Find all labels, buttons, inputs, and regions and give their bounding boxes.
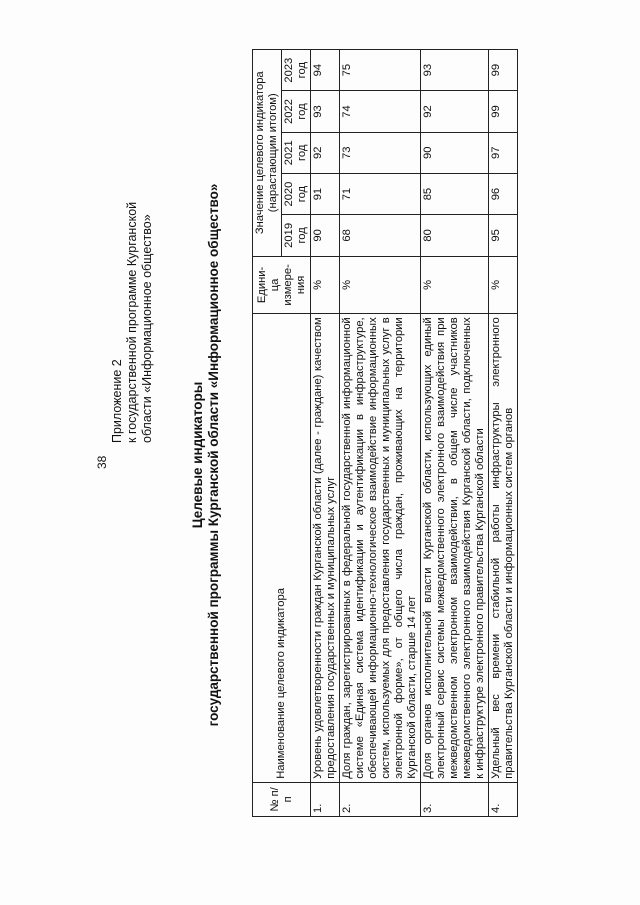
table-row [311,50,340,817]
row-name: Удельный вес времени стабильной работы инфраструктуры электронного правительства Курганской области и информационных систем органов [489,314,518,782]
appendix-note [110,113,155,443]
header-year: 2019 год [282,215,311,256]
row-unit: % [311,256,340,314]
row-value: 85 [421,173,489,214]
row-value: 95 [489,215,518,256]
row-value: 99 [489,50,518,91]
row-value: 92 [311,132,340,173]
row-value: 90 [311,215,340,256]
row-value: 92 [421,91,489,132]
row-unit: % [421,256,489,314]
document-title [190,135,222,775]
row-unit: % [340,256,421,314]
row-value: 94 [311,50,340,91]
header-unit: Едини- ца измере- ния [253,256,311,314]
row-num: 3. [421,782,489,816]
table-header-row [253,50,282,817]
appendix-line-3: области «Информационное общество» [140,214,154,443]
row-name: Уровень удовлетворенности граждан Курганской области (далее - граждане) качеством предоставления государственных и муниципальных услуг [311,314,340,782]
row-value: 68 [340,215,421,256]
page-number: 38 [95,455,109,469]
row-name: Доля граждан, зарегистрированных в федеральной государственной информационной системе «Единая система идентификации и аутентификации в инфраструктуре, обеспечивающей информационно-технологическое взаимодействие информационных систем, используемых для предоставления государственных и муниципальных услуг в электронной форме», от общего числа граждан, проживающих на территории Курганской области, старше 14 лет [340,314,421,782]
header-num: № п/п [253,782,311,816]
row-value: 96 [489,173,518,214]
indicators-table [252,49,518,817]
row-value: 99 [489,91,518,132]
row-value: 80 [421,215,489,256]
row-value: 91 [311,173,340,214]
header-value-group: Значение целевого индикатора (нарастающим итогом) [253,50,282,257]
row-value: 90 [421,132,489,173]
header-name: Наименование целевого индикатора [253,314,311,782]
row-value: 74 [340,91,421,132]
row-num: 4. [489,782,518,816]
title-line-2: государственной программы Курганской области «Информационное общество» [206,183,221,727]
appendix-line-2: к государственной программе Курганской [125,201,139,443]
row-num: 2. [340,782,421,816]
row-num: 1. [311,782,340,816]
row-value: 97 [489,132,518,173]
table-row [421,50,489,817]
header-year: 2020 год [282,173,311,214]
row-value: 73 [340,132,421,173]
row-unit: % [489,256,518,314]
row-value: 93 [421,50,489,91]
table-row [340,50,421,817]
header-year: 2021 год [282,132,311,173]
appendix-line-1: Приложение 2 [110,359,124,443]
row-value: 93 [311,91,340,132]
row-name: Доля органов исполнительной власти Курганской области, использующих единый электронный сервис системы межведомственного электронного взаимодействия при межведомственном электронном взаимодействии, в общем числе участников межведомственного электронного взаимодействия Курганской области, подключенных к инфраструктуре электронного правительства Курганской области [421,314,489,782]
row-value: 71 [340,173,421,214]
header-year: 2022 год [282,91,311,132]
title-line-1: Целевые индикаторы [190,381,205,529]
table-row [489,50,518,817]
row-value: 75 [340,50,421,91]
header-year: 2023 год [282,50,311,91]
